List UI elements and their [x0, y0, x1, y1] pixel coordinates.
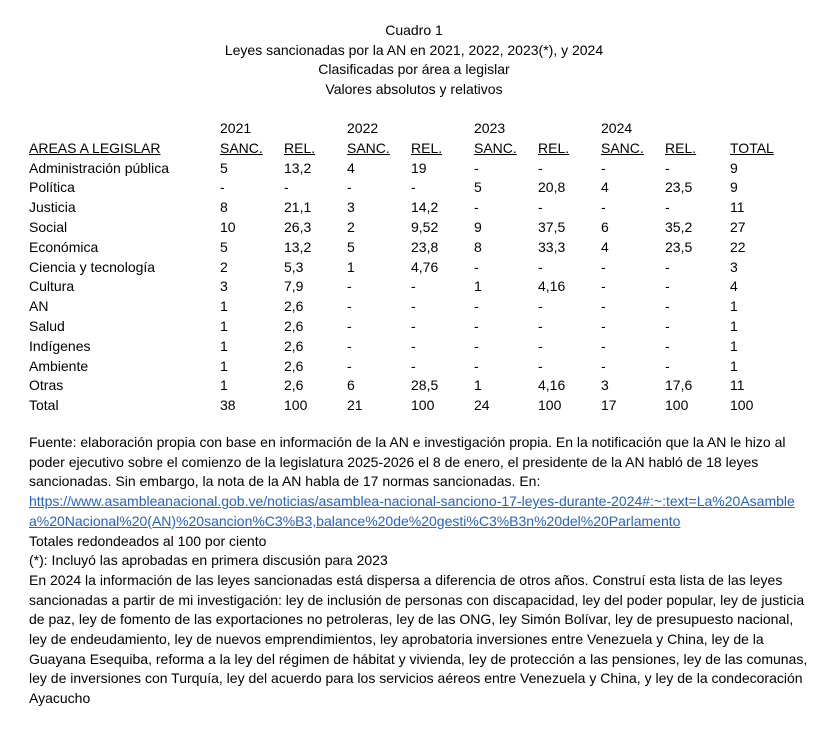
cell-area: Social — [29, 218, 68, 235]
cell-total: 1 — [730, 337, 738, 354]
cell-sanc-2024: - — [601, 298, 606, 315]
cell-sanc-2021: 8 — [220, 199, 228, 216]
table-row — [29, 277, 789, 297]
cell-total: 11 — [730, 199, 745, 216]
cell-rel-2024: 23,5 — [665, 179, 693, 196]
cell-sanc-2024: - — [601, 337, 606, 354]
cell-rel-2024: - — [665, 258, 670, 275]
laws-table — [29, 119, 789, 416]
table-row — [29, 218, 789, 238]
table-row — [29, 159, 789, 179]
cell-total: 100 — [730, 397, 754, 414]
cell-total: 1 — [730, 317, 738, 334]
cell-rel-2024: - — [665, 298, 670, 315]
cell-sanc-2024: - — [601, 258, 606, 275]
cell-sanc-2022: - — [347, 337, 352, 354]
cell-total: 1 — [730, 357, 738, 374]
table-subtitle-2: Valores absolutos y relativos — [325, 80, 503, 97]
cell-rel-2021: 2,6 — [284, 337, 304, 354]
cell-rel-2023: - — [538, 357, 543, 374]
cell-rel-2023: 20,8 — [538, 179, 566, 196]
year-header-2023: 2023 — [474, 120, 506, 136]
cell-sanc-2021: 1 — [220, 298, 228, 315]
cell-rel-2022: - — [411, 337, 416, 354]
cell-rel-2023: - — [538, 337, 543, 354]
table-row — [29, 297, 789, 317]
cell-rel-2021: 13,2 — [284, 159, 312, 176]
cell-rel-2022: - — [411, 298, 416, 315]
cell-rel-2021: 21,1 — [284, 199, 312, 216]
cell-rel-2022: 14,2 — [411, 199, 439, 216]
cell-sanc-2023: - — [474, 159, 479, 176]
cell-rel-2023: 33,3 — [538, 238, 566, 255]
cell-total: 4 — [730, 278, 738, 295]
column-header-sanc: SANC. — [601, 139, 644, 156]
cell-rel-2022: 9,52 — [411, 218, 439, 235]
cell-sanc-2024: 4 — [601, 179, 609, 196]
year-header-2021: 2021 — [220, 120, 252, 136]
cell-rel-2021: 2,6 — [284, 317, 304, 334]
cell-sanc-2024: 17 — [601, 397, 617, 414]
cell-total: 22 — [730, 238, 746, 255]
cell-sanc-2023: - — [474, 258, 479, 275]
cell-sanc-2024: - — [601, 278, 606, 295]
cell-sanc-2023: - — [474, 357, 479, 374]
cell-sanc-2023: - — [474, 298, 479, 315]
cell-rel-2023: 100 — [538, 397, 562, 414]
year-header-2022: 2022 — [347, 120, 379, 136]
cell-sanc-2022: 4 — [347, 159, 355, 176]
cell-total: 9 — [730, 159, 738, 176]
cell-rel-2023: - — [538, 298, 543, 315]
cell-sanc-2021: 1 — [220, 317, 228, 334]
cell-rel-2022: - — [411, 278, 416, 295]
cell-rel-2021: 5,3 — [284, 258, 304, 275]
cell-rel-2024: - — [665, 199, 670, 216]
cell-area: Justicia — [29, 199, 76, 216]
cell-rel-2022: - — [411, 317, 416, 334]
cell-sanc-2023: 5 — [474, 179, 482, 196]
cell-rel-2021: 2,6 — [284, 377, 304, 394]
column-header-rel: REL. — [284, 139, 316, 156]
rounding-note: Totales redondeados al 100 por ciento — [29, 532, 267, 549]
cell-area: Total — [29, 397, 59, 414]
cell-rel-2023: - — [538, 199, 543, 216]
cell-rel-2024: 17,6 — [665, 377, 693, 394]
cell-sanc-2022: 2 — [347, 218, 355, 235]
cell-sanc-2022: 5 — [347, 238, 355, 255]
table-title-block — [0, 21, 828, 99]
column-header-area: AREAS A LEGISLAR — [29, 139, 161, 156]
cell-area: Indígenes — [29, 337, 91, 354]
cell-sanc-2021: - — [220, 179, 225, 196]
cell-sanc-2024: 3 — [601, 377, 609, 394]
cell-sanc-2022: 6 — [347, 377, 355, 394]
cell-sanc-2022: 21 — [347, 397, 363, 414]
cell-rel-2021: 7,9 — [284, 278, 304, 295]
cell-sanc-2022: - — [347, 179, 352, 196]
cell-sanc-2021: 1 — [220, 377, 228, 394]
column-header-sanc: SANC. — [347, 139, 390, 156]
cell-sanc-2021: 38 — [220, 397, 236, 414]
cell-area: Cultura — [29, 278, 75, 295]
cell-sanc-2024: - — [601, 317, 606, 334]
cell-sanc-2021: 3 — [220, 278, 228, 295]
column-header-sanc: SANC. — [220, 139, 263, 156]
cell-rel-2024: - — [665, 357, 670, 374]
cell-rel-2022: - — [411, 179, 416, 196]
table-row — [29, 178, 789, 198]
column-header-rel: REL. — [538, 139, 570, 156]
column-header-row — [29, 139, 789, 159]
cell-rel-2024: - — [665, 159, 670, 176]
cell-sanc-2021: 1 — [220, 357, 228, 374]
cell-total: 11 — [730, 377, 745, 394]
table-row — [29, 258, 789, 278]
cell-rel-2023: - — [538, 258, 543, 275]
cell-rel-2024: 23,5 — [665, 238, 693, 255]
table-row — [29, 337, 789, 357]
table-row — [29, 357, 789, 377]
cell-rel-2024: - — [665, 337, 670, 354]
cell-sanc-2022: 3 — [347, 199, 355, 216]
cell-rel-2024: - — [665, 317, 670, 334]
cell-sanc-2022: 1 — [347, 258, 355, 275]
cell-sanc-2022: - — [347, 298, 352, 315]
cell-total: 9 — [730, 179, 738, 196]
cell-area: Económica — [29, 238, 99, 255]
cell-sanc-2023: 24 — [474, 397, 490, 414]
cell-rel-2022: 19 — [411, 159, 427, 176]
cell-total: 1 — [730, 298, 738, 315]
cell-rel-2023: 4,16 — [538, 377, 566, 394]
cell-area: Ambiente — [29, 357, 89, 374]
cell-sanc-2022: - — [347, 357, 352, 374]
cell-sanc-2024: - — [601, 199, 606, 216]
cell-total: 3 — [730, 258, 738, 275]
cell-rel-2022: 4,76 — [411, 258, 439, 275]
cell-sanc-2021: 2 — [220, 258, 228, 275]
cell-sanc-2023: - — [474, 337, 479, 354]
cell-sanc-2023: 8 — [474, 238, 482, 255]
cell-area: Otras — [29, 377, 64, 394]
cell-rel-2022: 100 — [411, 397, 435, 414]
cell-rel-2021: 13,2 — [284, 238, 312, 255]
cell-area: Ciencia y tecnología — [29, 258, 156, 275]
cell-rel-2024: - — [665, 278, 670, 295]
cell-sanc-2022: - — [347, 278, 352, 295]
cell-rel-2021: 2,6 — [284, 357, 304, 374]
source-note: Fuente: elaboración propia con base en información de la AN e investigación propia. En la notificación que la AN le hizo al poder ejecutivo sobre el comienzo de la legislatura 2025-2026 el 8 de enero, el presidente de la AN habló de 18 leyes sancionadas. Sin embargo, la nota de la AN habla de 17 normas sancionadas. En: — [29, 434, 786, 490]
cell-sanc-2024: 6 — [601, 218, 609, 235]
table-number: Cuadro 1 — [385, 22, 443, 38]
table-row — [29, 317, 789, 337]
cell-rel-2024: 100 — [665, 397, 689, 414]
table-row — [29, 376, 789, 396]
cell-rel-2024: 35,2 — [665, 218, 693, 235]
cell-area: Política — [29, 179, 75, 196]
cell-sanc-2021: 1 — [220, 337, 228, 354]
cell-area: AN — [29, 298, 49, 315]
cell-sanc-2021: 5 — [220, 159, 228, 176]
table-row — [29, 396, 789, 416]
cell-rel-2022: 23,8 — [411, 238, 439, 255]
year-header-2024: 2024 — [601, 120, 633, 136]
cell-sanc-2023: - — [474, 199, 479, 216]
cell-sanc-2023: - — [474, 317, 479, 334]
cell-rel-2022: 28,5 — [411, 377, 439, 394]
cell-rel-2023: 4,16 — [538, 278, 566, 295]
column-header-rel: REL. — [665, 139, 697, 156]
cell-rel-2023: 37,5 — [538, 218, 566, 235]
cell-rel-2021: 26,3 — [284, 218, 312, 235]
asterisk-note: (*): Incluyó las aprobadas en primera discusión para 2023 — [29, 552, 388, 569]
cell-rel-2021: 100 — [284, 397, 308, 414]
cell-rel-2021: 2,6 — [284, 298, 304, 315]
cell-sanc-2022: - — [347, 317, 352, 334]
cell-rel-2022: - — [411, 357, 416, 374]
cell-rel-2023: - — [538, 317, 543, 334]
cell-sanc-2024: - — [601, 159, 606, 176]
source-link[interactable]: https://www.asambleanacional.gob.ve/noticias/asamblea-nacional-sanciono-17-leyes-durante-2024#:~:text=La%20Asamblea%20Nacional%20(AN)%20sancion%C3%B3,balance%20de%20gesti%C3%B3n%20del%20Parlamento — [29, 493, 795, 529]
cell-area: Administración pública — [29, 159, 170, 176]
column-header-sanc: SANC. — [474, 139, 517, 156]
cell-total: 27 — [730, 218, 746, 235]
cell-rel-2021: - — [284, 179, 289, 196]
cell-area: Salud — [29, 317, 65, 334]
table-row — [29, 198, 789, 218]
table-body — [29, 159, 789, 416]
cell-sanc-2021: 5 — [220, 238, 228, 255]
cell-sanc-2023: 1 — [474, 377, 482, 394]
cell-rel-2023: - — [538, 159, 543, 176]
year-header-row — [29, 119, 789, 139]
list-2024-note: En 2024 la información de las leyes sancionadas está dispersa a diferencia de otros años. Construí esta lista de las leyes sancionadas a partir de mi investigación: ley de inclusión de personas con discapacidad, ley del poder popular, ley de justicia de paz, ley de fomento de las exportaciones no petroleras, ley de las ONG, ley Simón Bolívar, ley de presupuesto nacional, ley de endeudamiento, ley de nuevos emprendimientos, ley aprobatoria inversiones entre Venezuela y China, ley de la Guayana Esequiba, reforma a la ley del régimen de hábitat y vivienda, ley de protección a las pensiones, ley de las comunas, ley de inversiones con Turquía, ley del acuerdo para los servicios aéreos entre Venezuela y China, y ley de la condecoración Ayacucho — [29, 571, 808, 707]
table-row — [29, 238, 789, 258]
notes-section — [29, 433, 809, 709]
table-subtitle: Clasificadas por área a legislar — [318, 61, 510, 77]
cell-sanc-2024: - — [601, 357, 606, 374]
cell-sanc-2023: 1 — [474, 278, 482, 295]
cell-sanc-2021: 10 — [220, 218, 236, 235]
column-header-total: TOTAL — [730, 139, 774, 156]
cell-sanc-2023: 9 — [474, 218, 482, 235]
column-header-rel: REL. — [411, 139, 443, 156]
cell-sanc-2024: 4 — [601, 238, 609, 255]
table-title: Leyes sancionadas por la AN en 2021, 2022, 2023(*), y 2024 — [224, 41, 604, 58]
